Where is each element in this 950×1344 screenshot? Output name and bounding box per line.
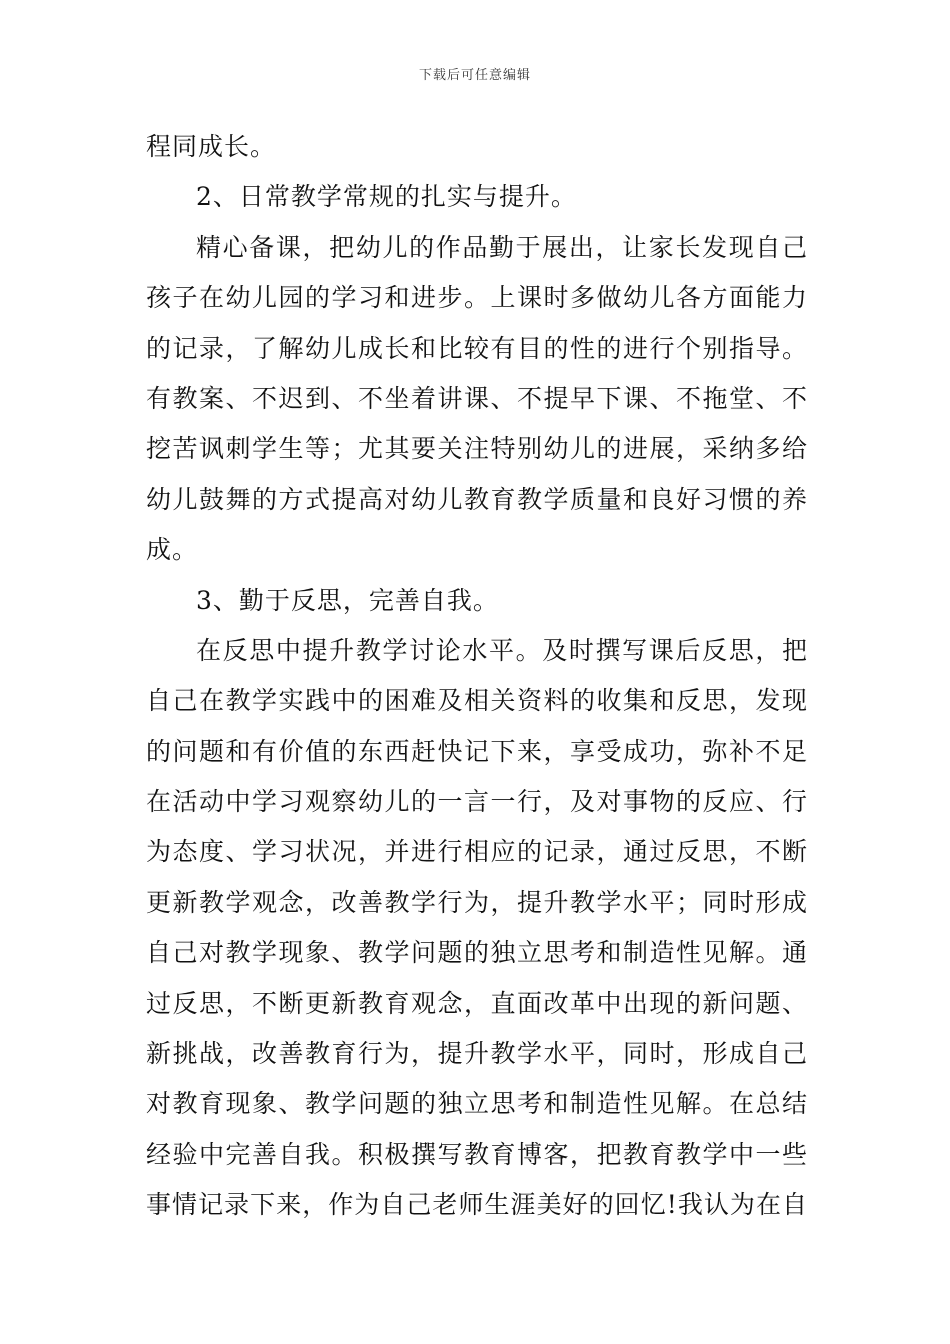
text-line: 过反思，不断更新教育观念，直面改革中出现的新问题、 (146, 988, 808, 1018)
text-line: 3、勤于反思，完善自我。 (196, 585, 499, 615)
text-line: 的记录，了解幼儿成长和比较有目的性的进行个别指导。 (146, 333, 808, 363)
text-line: 事情记录下来，作为自己老师生涯美好的回忆!我认为在自 (146, 1190, 808, 1220)
text-line: 程同成长。 (146, 132, 277, 161)
page-header: 下载后可任意编辑 (418, 68, 531, 83)
text-line: 自己在教学实践中的困难及相关资料的收集和反思，发现 (146, 686, 808, 716)
text-line: 对教育现象、教学问题的独立思考和制造性见解。在总结 (146, 1089, 808, 1119)
document-body (146, 122, 808, 1231)
text-line: 自己对教学现象、教学问题的独立思考和制造性见解。通 (146, 938, 808, 968)
text-line: 挖苦讽刺学生等；尤其要关注特别幼儿的进展，采纳多给 (146, 434, 808, 464)
text-line: 精心备课，把幼儿的作品勤于展出，让家长发现自己 (196, 232, 808, 262)
text-line: 成。 (146, 535, 199, 565)
text-line: 幼儿鼓舞的方式提高对幼儿教育教学质量和良好习惯的养 (146, 484, 808, 514)
text-line: 经验中完善自我。积极撰写教育博客，把教育教学中一些 (146, 1139, 808, 1169)
text-line: 有教案、不迟到、不坐着讲课、不提早下课、不拖堂、不 (146, 383, 808, 413)
text-line: 为态度、学习状况，并进行相应的记录，通过反思，不断 (146, 837, 808, 867)
text-line: 在活动中学习观察幼儿的一言一行，及对事物的反应、行 (146, 787, 808, 817)
text-line: 更新教学观念，改善教学行为，提升教学水平；同时形成 (146, 887, 808, 917)
text-line: 2、日常教学常规的扎实与提升。 (196, 182, 577, 212)
text-line: 在反思中提升教学讨论水平。及时撰写课后反思，把 (196, 635, 808, 665)
text-line: 新挑战，改善教育行为，提升教学水平，同时，形成自己 (146, 1039, 808, 1069)
text-line: 的问题和有价值的东西赶快记下来，享受成功，弥补不足 (146, 736, 808, 766)
text-line: 孩子在幼儿园的学习和进步。上课时多做幼儿各方面能力 (146, 283, 808, 313)
